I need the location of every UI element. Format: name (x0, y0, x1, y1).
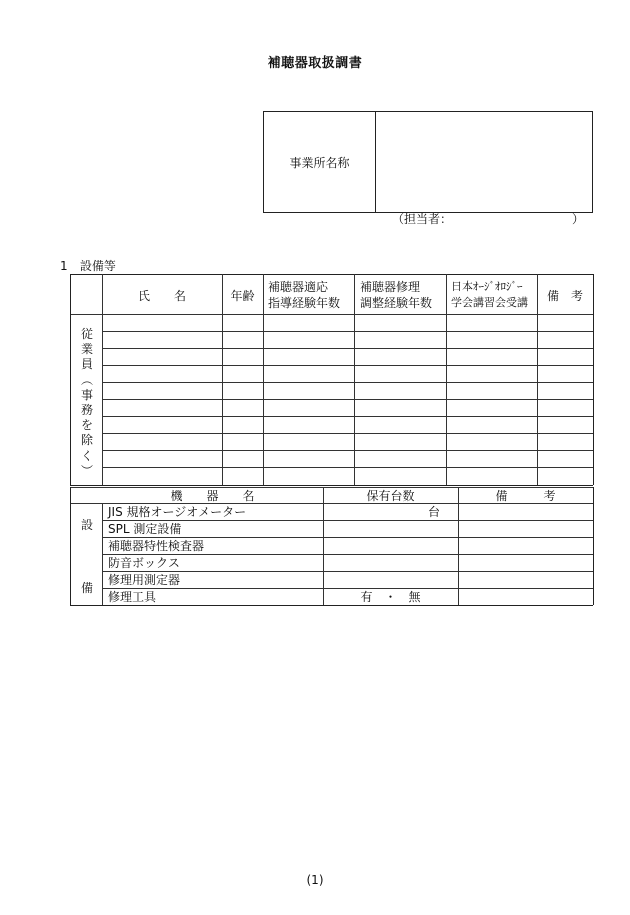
header-fitting-line2: 指導経験年数 (268, 296, 341, 310)
staff-group-char: を (80, 418, 93, 433)
header-equipment-remarks: 備 考 (495, 489, 556, 503)
staff-col-line (263, 274, 264, 485)
page-number: (1) (306, 873, 324, 887)
staff-col-line (537, 274, 538, 485)
staff-row-line (102, 348, 593, 349)
equipment-name-cell: JIS 規格オージオメーター (108, 505, 247, 519)
staff-col-line (446, 274, 447, 485)
equipment-name-cell: 修理用測定器 (108, 573, 181, 587)
section-heading (60, 257, 116, 274)
staff-col-line (102, 274, 103, 485)
header-name: 氏 名 (137, 289, 186, 303)
staff-group-char: ︵ (80, 372, 93, 387)
staff-group-label (73, 327, 101, 479)
company-name-field[interactable] (376, 112, 592, 226)
section-label: 設備等 (79, 259, 116, 273)
staff-group-char: 務 (80, 403, 93, 418)
staff-row-line (102, 416, 593, 417)
staff-row-line (102, 382, 593, 383)
staff-table-left-border (70, 274, 71, 485)
staff-col-line (222, 274, 223, 485)
staff-group-char: 除 (80, 433, 93, 448)
section-number: 1 (60, 259, 68, 273)
staff-row-line (102, 450, 593, 451)
equipment-left-border (70, 487, 71, 605)
header-fitting-line1: 補聴器適応 (268, 280, 329, 294)
staff-table-right-border (593, 274, 594, 485)
staff-group-char: 員 (80, 357, 93, 372)
header-remarks: 備 考 (546, 289, 583, 303)
header-audiology-line1: 日本ｵｰｼﾞｵﾛｼﾞｰ (451, 280, 523, 293)
equipment-col-line (458, 487, 459, 605)
equipment-name-cell: SPL 測定設備 (108, 522, 182, 536)
equipment-name-cell: 防音ボックス (108, 556, 180, 570)
equipment-right-border (593, 487, 594, 605)
staff-group-char: 従 (80, 327, 93, 341)
staff-row-line (102, 399, 593, 400)
staff-group-char: 業 (80, 342, 93, 357)
header-device-name: 機 器 名 (170, 489, 255, 503)
header-age: 年齢 (230, 289, 255, 303)
staff-group-char: 事 (80, 387, 93, 402)
company-name-label: 事業所名称 (264, 112, 376, 212)
header-repair-line1: 補聴器修理 (360, 280, 421, 294)
header-count: 保有台数 (366, 489, 415, 503)
staff-row-line (102, 331, 593, 332)
equipment-count-cell[interactable]: 台 (428, 505, 441, 519)
staff-header-bottom-border (70, 314, 593, 315)
equipment-count-cell[interactable]: 有 ・ 無 (360, 590, 421, 604)
equipment-group-label-bottom: 備 (80, 581, 93, 595)
staff-col-line (354, 274, 355, 485)
staff-row-line (102, 467, 593, 468)
equipment-col-line (102, 503, 103, 605)
header-repair-line2: 調整経験年数 (360, 296, 433, 310)
header-audiology-line2: 学会講習会受講 (451, 296, 528, 309)
equipment-name-cell: 補聴器特性検査器 (108, 539, 205, 553)
staff-table-bottom-border (70, 485, 593, 486)
staff-table-top-border (70, 274, 593, 275)
equipment-name-cell: 修理工具 (108, 590, 157, 604)
contact-person-close: ） (572, 212, 585, 226)
contact-person-label: （担当者： (392, 212, 453, 226)
staff-group-char: く (80, 448, 93, 463)
staff-row-line (102, 365, 593, 366)
equipment-col-line (323, 487, 324, 605)
equipment-table-bottom-border (70, 605, 593, 606)
staff-group-char: ︶ (80, 463, 93, 478)
document-title: 補聴器取扱調書 (267, 56, 363, 71)
company-name-box (263, 111, 593, 226)
equipment-group-label-top: 設 (80, 518, 93, 532)
staff-row-line (102, 433, 593, 434)
